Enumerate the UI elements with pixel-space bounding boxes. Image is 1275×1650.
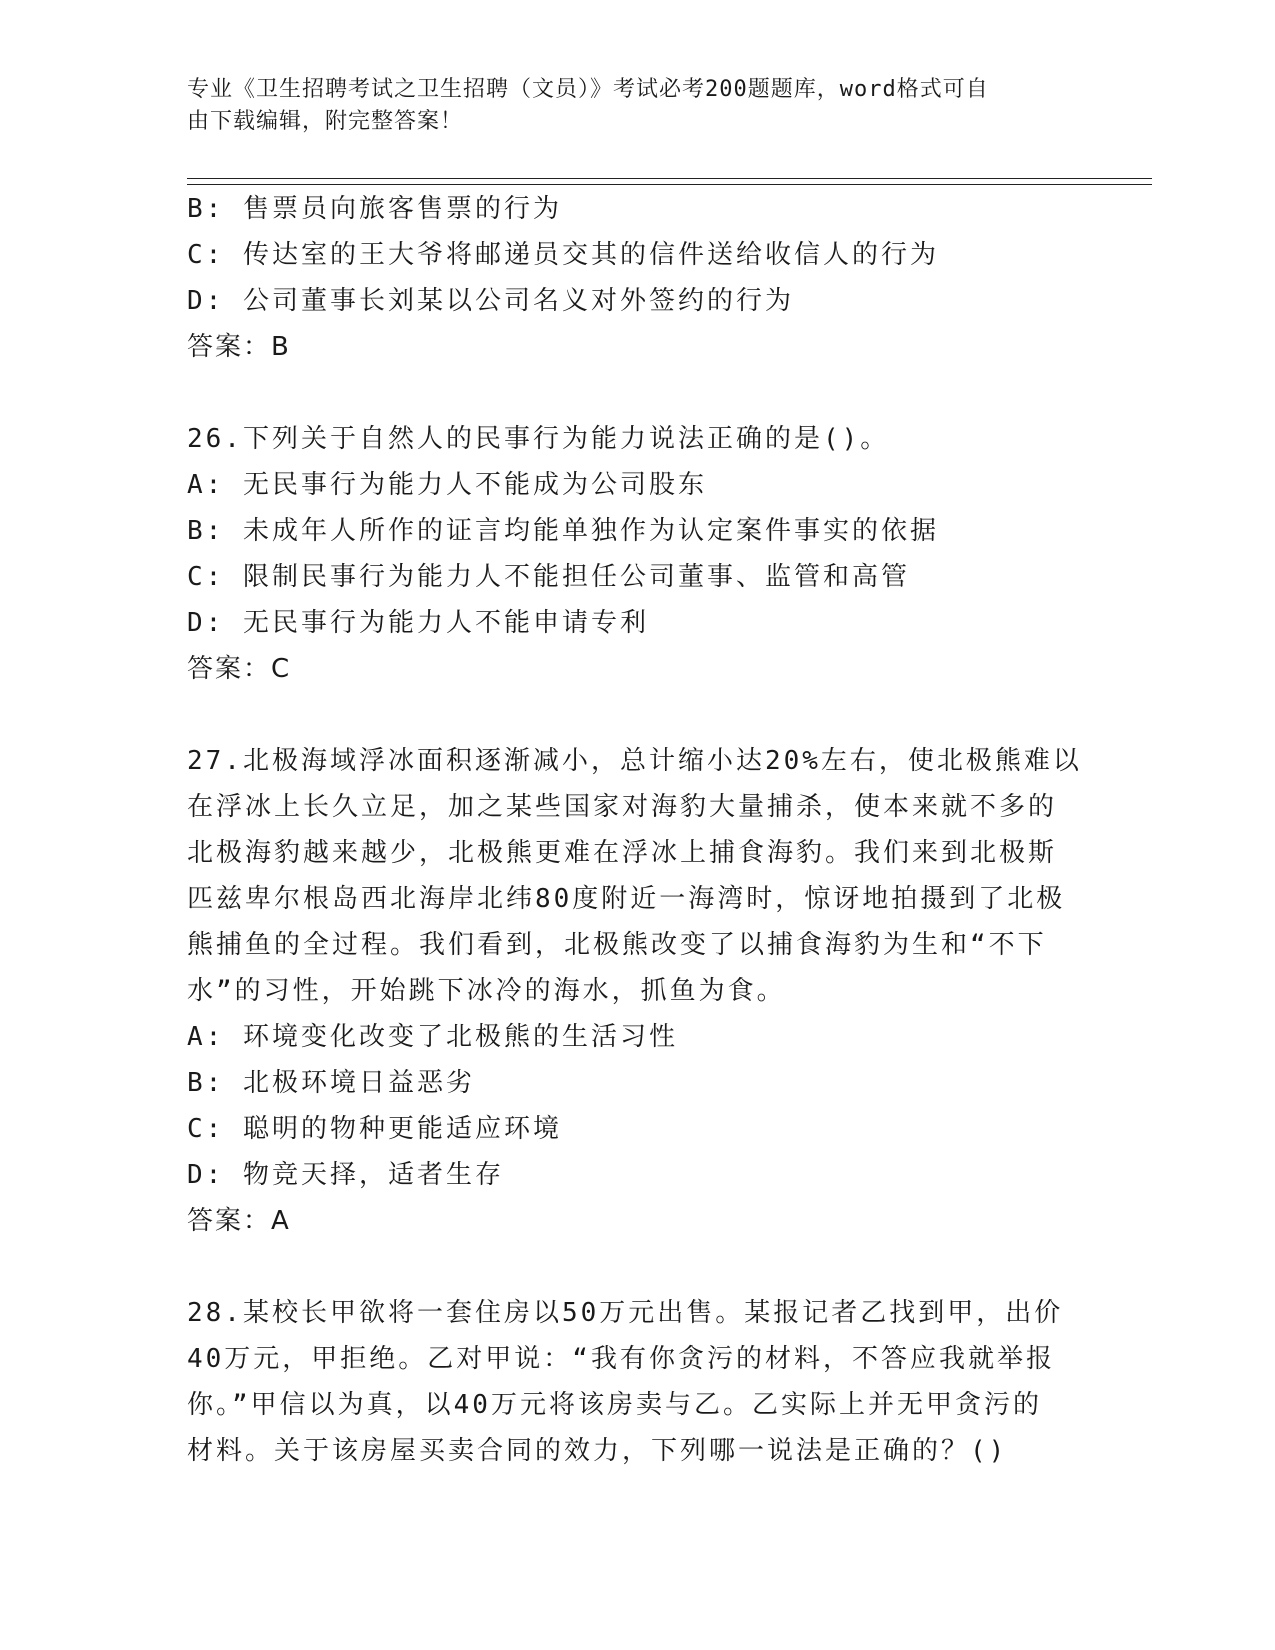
option-d: D: 物竞天择，适者生存 <box>187 1160 504 1190</box>
option-b: B: 未成年人所作的证言均能单独作为认定案件事实的依据 <box>187 516 939 546</box>
header-title-line-1: 专业《卫生招聘考试之卫生招聘（文员）》考试必考200题题库，word格式可自 <box>187 77 989 102</box>
question-stem-line: 28.某校长甲欲将一套住房以50万元出售。某报记者乙找到甲，出价 <box>187 1298 1064 1328</box>
option-d: D: 无民事行为能力人不能申请专利 <box>187 608 649 638</box>
option-a: A: 无民事行为能力人不能成为公司股东 <box>187 470 707 500</box>
header-title-line-2: 由下载编辑，附完整答案！ <box>187 109 464 134</box>
question-27 <box>187 738 1082 1244</box>
header-divider <box>187 178 1152 185</box>
question-stem-line: 材料。关于该房屋买卖合同的效力，下列哪一说法是正确的？() <box>187 1436 1008 1466</box>
question-26 <box>187 416 1067 692</box>
page-header <box>187 74 1067 138</box>
question-stem-line: 水”的习性，开始跳下冰冷的海水，抓鱼为食。 <box>187 976 786 1006</box>
question-stem-line: 北极海豹越来越少，北极熊更难在浮冰上捕食海豹。我们来到北极斯 <box>187 838 1058 868</box>
question-list <box>187 186 1082 1474</box>
option-c: C: 传达室的王大爷将邮递员交其的信件送给收信人的行为 <box>187 240 939 270</box>
question-25 <box>187 186 1067 370</box>
option-c: C: 限制民事行为能力人不能担任公司董事、监管和高管 <box>187 562 910 592</box>
option-d: D: 公司董事长刘某以公司名义对外签约的行为 <box>187 286 794 316</box>
option-b: B: 北极环境日益恶劣 <box>187 1068 475 1098</box>
answer-line: 答案：C <box>187 654 292 684</box>
question-stem-line: 你。”甲信以为真，以40万元将该房卖与乙。乙实际上并无甲贪污的 <box>187 1390 1042 1420</box>
question-stem-line: 熊捕鱼的全过程。我们看到，北极熊改变了以捕食海豹为生和“不下 <box>187 930 1047 960</box>
question-stem: 26.下列关于自然人的民事行为能力说法正确的是()。 <box>187 424 890 454</box>
question-stem-line: 匹兹卑尔根岛西北海岸北纬80度附近一海湾时，惊讶地拍摄到了北极 <box>187 884 1066 914</box>
question-stem-line: 27.北极海域浮冰面积逐渐减小，总计缩小达20%左右，使北极熊难以 <box>187 746 1082 776</box>
answer-line: 答案：A <box>187 1206 291 1236</box>
option-c: C: 聪明的物种更能适应环境 <box>187 1114 562 1144</box>
answer-line: 答案：B <box>187 332 291 362</box>
option-b: B: 售票员向旅客售票的行为 <box>187 194 562 224</box>
question-stem-line: 在浮冰上长久立足，加之某些国家对海豹大量捕杀，使本来就不多的 <box>187 792 1058 822</box>
question-28 <box>187 1290 1067 1474</box>
option-a: A: 环境变化改变了北极熊的生活习性 <box>187 1022 678 1052</box>
question-stem-line: 40万元，甲拒绝。乙对甲说：“我有你贪污的材料，不答应我就举报 <box>187 1344 1055 1374</box>
